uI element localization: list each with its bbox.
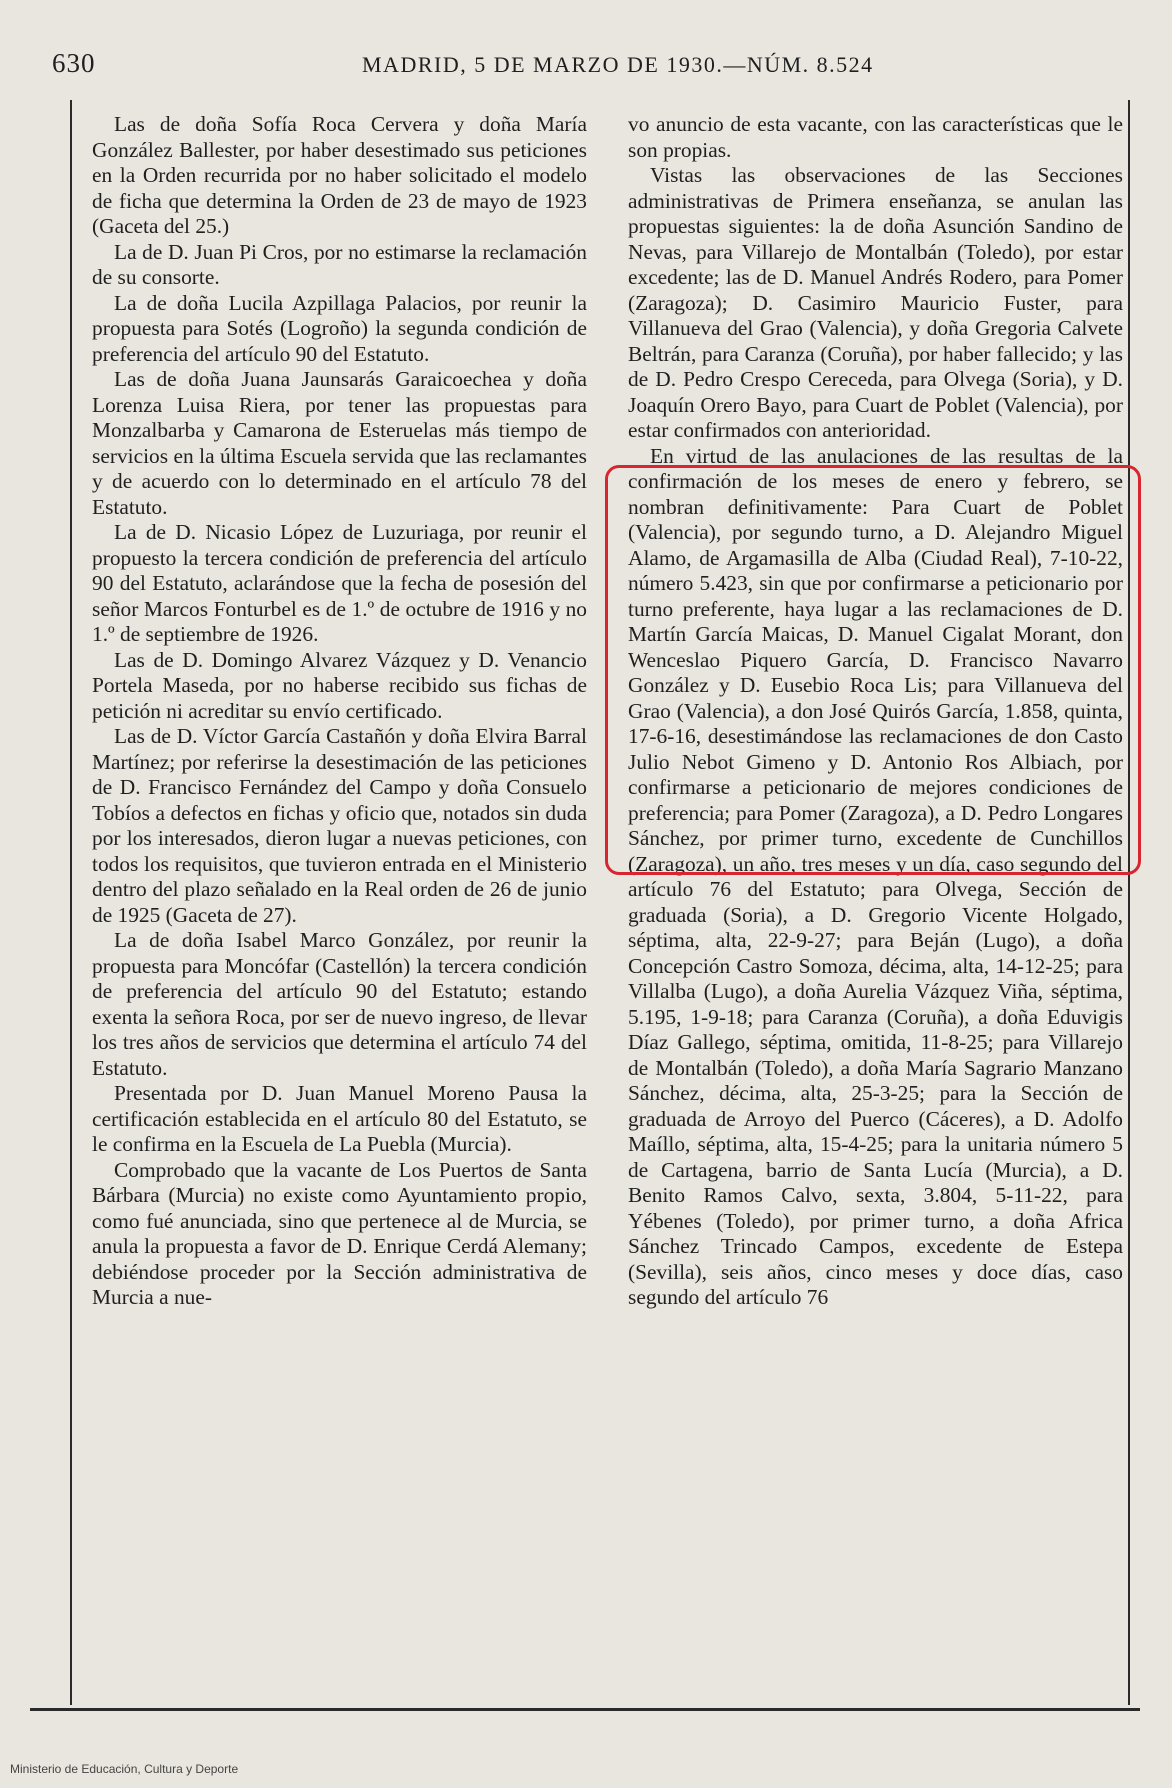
paragraph: Las de doña Juana Jaunsarás Garaicoechea y doña Lorenza Luisa Riera, por tener las propuestas para Monzalbarba y Camarona de Esteruelas más tiempo de servicios en la última Escuela servida que las reclamantes y de acuerdo con lo determinado en el artículo 78 del Estatuto. xyxy=(92,367,587,519)
paragraph: Comprobado que la vacante de Los Puertos de Santa Bárbara (Murcia) no existe como Ayuntamiento propio, como fué anunciada, sino que pertenece al de Murcia, se anula la propuesta a favor de D. Enrique Cerdá Alemany; debiéndose proceder por la Sección administrativa de Murcia a nue- xyxy=(92,1157,587,1309)
paragraph: Vistas las observaciones de las Secciones administrativas de Primera enseñanza, se anulan las propuestas siguientes: la de doña Asunción Sandino de Nevas, para Villarejo de Montalbán (Toledo), por estar excedente; las de D. Manuel Andrés Rodero, para Pomer (Zaragoza); D. Casimiro Mauricio Fuster, para Villanueva del Grao (Valencia), y doña Gregoria Calvete Beltrán, para Caranza (Coruña), por haber fallecido; y las de D. Pedro Crespo Cereceda, para Olvega (Soria), y D. Joaquín Orero Bayo, para Cuart de Poblet (Valencia), por estar confirmados con anterioridad. xyxy=(628,163,1123,442)
page-header xyxy=(52,44,1132,84)
paragraph: La de doña Isabel Marco González, por reunir la propuesta para Moncófar (Castellón) la tercera condición de preferencia del artículo 90 del Estatuto; estando exenta la señora Roca, por ser de nuevo ingreso, de llevar los tres años de servicios que determina el artículo 74 del Estatuto. xyxy=(92,928,587,1080)
paragraph: Las de D. Víctor García Castañón y doña Elvira Barral Martínez; por referirse la desestimación de las peticiones de D. Francisco Fernández del Campo y doña Consuelo Tobíos a defectos en fichas y oficio que, notados sin duda por los interesados, dieron lugar a nuevas peticiones, con todos los requisitos, que tuvieron entrada en el Ministerio dentro del plazo señalado en la Real orden de 26 de junio de 1925 (Gaceta de 27). xyxy=(92,724,587,927)
left-column xyxy=(92,112,587,1311)
paragraph: Las de D. Domingo Alvarez Vázquez y D. Venancio Portela Maseda, por no haberse recibido sus fichas de petición ni acreditar su envío certificado. xyxy=(92,647,587,723)
bottom-rule xyxy=(30,1708,1140,1711)
right-border-rule xyxy=(1128,100,1130,1705)
paragraph: Presentada por D. Juan Manuel Moreno Pausa la certificación establecida en el artículo 80 del Estatuto, se le confirma en la Escuela de La Puebla (Murcia). xyxy=(92,1081,587,1156)
page-number: 630 xyxy=(52,48,96,78)
paragraph: La de D. Nicasio López de Luzuriaga, por reunir el propuesto la tercera condición de preferencia del artículo 90 del Estatuto, aclarándose que la fecha de posesión del señor Marcos Fonturbel es de 1.º de octubre de 1916 y no 1.º de septiembre de 1926. xyxy=(92,520,587,646)
paragraph: La de doña Lucila Azpillaga Palacios, por reunir la propuesta para Sotés (Logroño) la segunda condición de preferencia del artículo 90 del Estatuto. xyxy=(92,290,587,366)
paragraph: vo anuncio de esta vacante, con las características que le son propias. xyxy=(628,112,1123,162)
paragraph: La de D. Juan Pi Cros, por no estimarse la reclamación de su consorte. xyxy=(92,239,587,289)
footer-credit: Ministerio de Educación, Cultura y Deporte xyxy=(10,1762,239,1776)
highlight-box xyxy=(605,465,1141,875)
running-head: MADRID, 5 DE MARZO DE 1930.—NÚM. 8.524 xyxy=(362,52,874,77)
paragraph: En virtud de las anulaciones de las resultas de la confirmación de los meses de enero y febrero, se nombran definitivamente: Para Cuart de Poblet (Valencia), por segundo turno, a D. Alejandro Miguel Alamo, de Argamasilla de Alba (Ciudad Real), 7-10-22, número 5.423, sin que por confirmarse a peticionario por turno preferente, haya lugar a las reclamaciones de D. Martín García Maicas, D. Manuel Cigalat Morant, don Wenceslao Piquero García, D. Francisco Navarro González y D. Eusebio Roca Lis; para Villanueva del Grao (Valencia), a don José Quirós García, 1.858, quinta, 17-6-16, desestimándose las reclamaciones de don Casto Julio Nebot Gimeno y D. Antonio Ros Albiach, por confirmarse a peticionario de mejores condiciones de preferencia; para Pomer (Zaragoza), a D. Pedro Longares Sánchez, por primer turno, excedente de Cunchillos (Zaragoza), un año, tres meses y un día, caso segundo del artículo 76 del Estatuto; para Olvega, Sección de graduada (Soria), a D. Gregorio Vicente Holgado, séptima, alta, 22-9-27; para Beján (Lugo), a doña Concepción Castro Somoza, décima, alta, 14-12-25; para Villalba (Lugo), a doña Aurelia Vázquez Viña, séptima, 5.195, 1-9-18; para Caranza (Coruña), a doña Eduvigis Díaz Gallego, séptima, omitida, 11-8-25; para Villarejo de Montalbán (Toledo), a doña María Sagrario Manzano Sánchez, décima, alta, 25-3-25; para la Sección de graduada de Arroyo del Puerco (Cáceres), a D. Adolfo Maíllo, séptima, alta, 15-4-25; para la unitaria número 5 de Cartagena, barrio de Santa Lucía (Murcia), a D. Benito Ramos Calvo, sexta, 3.804, 5-11-22, para Yébenes (Toledo), por primer turno, a doña Africa Sánchez Trincado Campos, excedente de Estepa (Sevilla), seis años, cinco meses y doce días, caso segundo del artículo 76 xyxy=(628,443,1123,1309)
paragraph: Las de doña Sofía Roca Cervera y doña María González Ballester, por haber desestimado sus peticiones en la Orden recurrida por no haber solicitado el modelo de ficha que determina la Orden de 23 de mayo de 1923 (Gaceta del 25.) xyxy=(92,112,587,238)
left-border-rule xyxy=(70,100,72,1705)
